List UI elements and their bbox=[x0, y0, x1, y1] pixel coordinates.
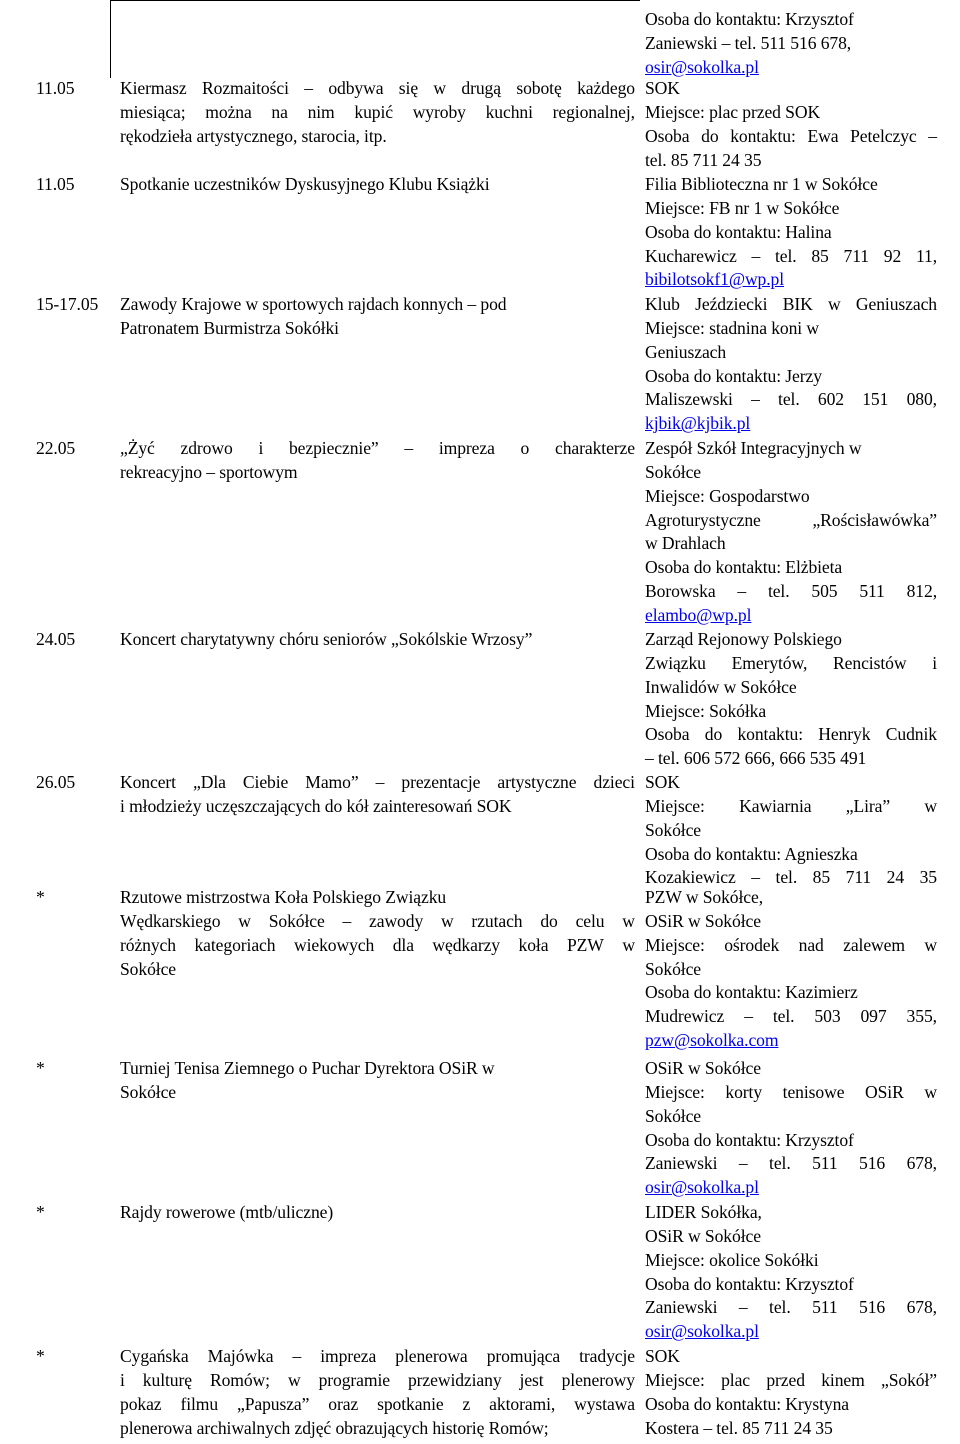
word: dzieci bbox=[593, 772, 635, 792]
contact-line: Miejsce: okolice Sokółki bbox=[645, 1249, 819, 1270]
word: „Rościsławówka” bbox=[812, 509, 937, 530]
row-date: 11.05 bbox=[36, 78, 75, 98]
contact-line: Zespół Szkół Integracyjnych w bbox=[645, 438, 862, 458]
word: Romów; bbox=[209, 1369, 270, 1390]
word: 711 bbox=[845, 867, 872, 888]
contact-line bbox=[645, 245, 937, 267]
event-description-line bbox=[120, 771, 635, 793]
word: Rencistów bbox=[833, 652, 907, 673]
word: 355, bbox=[906, 1006, 937, 1027]
word: w bbox=[238, 910, 251, 931]
word: tel. bbox=[769, 1297, 791, 1318]
word: zalewem bbox=[843, 934, 905, 955]
word: Majówka bbox=[207, 1346, 274, 1366]
word: korty bbox=[725, 1081, 763, 1102]
contact-line bbox=[645, 509, 937, 531]
word: w bbox=[924, 795, 937, 816]
event-description-line bbox=[120, 437, 635, 459]
contact-line: Sokółce bbox=[645, 819, 701, 840]
word: i bbox=[258, 438, 264, 458]
word: 24 bbox=[886, 867, 905, 888]
word: 602 bbox=[817, 389, 844, 410]
contact-line bbox=[645, 723, 937, 745]
word: każdego bbox=[577, 78, 635, 98]
contact-line: Osoba do kontaktu: Krystyna bbox=[645, 1393, 850, 1414]
word: kuchni bbox=[485, 101, 533, 122]
word: z bbox=[462, 1393, 471, 1414]
word: do bbox=[701, 125, 719, 146]
word: Osoba bbox=[645, 724, 690, 745]
word: spotkanie bbox=[377, 1393, 444, 1414]
contact-line bbox=[645, 1005, 937, 1027]
word: plenerowy bbox=[561, 1369, 635, 1390]
contact-line: Osoba do kontaktu: Kazimierz bbox=[645, 982, 858, 1003]
contact-line bbox=[645, 795, 937, 817]
word: sobotę bbox=[516, 78, 562, 98]
word: kulturę bbox=[142, 1369, 192, 1390]
contact-line bbox=[645, 1081, 937, 1103]
word: „Sokół” bbox=[881, 1369, 937, 1390]
contact-line: Osoba do kontaktu: Agnieszka bbox=[645, 843, 858, 864]
word: bezpiecznie” bbox=[288, 438, 379, 458]
contact-line bbox=[645, 293, 937, 315]
word: Osoba bbox=[645, 125, 690, 146]
contact-line: OSiR w Sokółce bbox=[645, 910, 761, 931]
contact-line: Miejsce: plac przed SOK bbox=[645, 101, 821, 122]
contact-line: Osoba do kontaktu: Krzysztof bbox=[645, 9, 854, 29]
contact-line: Sokółce bbox=[645, 958, 701, 979]
word: tel. bbox=[772, 1006, 795, 1027]
contact-email-link[interactable]: osir@sokolka.pl bbox=[645, 1321, 759, 1342]
row-date: * bbox=[36, 887, 45, 907]
word: Ciebie bbox=[242, 772, 289, 792]
word: Agroturystyczne bbox=[645, 509, 761, 530]
word: jest bbox=[519, 1369, 544, 1390]
word: BIK bbox=[782, 294, 813, 314]
word: 711 bbox=[843, 245, 869, 266]
word: w bbox=[433, 78, 447, 98]
word: wystawa bbox=[574, 1393, 635, 1414]
event-description-line bbox=[120, 77, 635, 99]
contact-line: Miejsce: stadnina koni w bbox=[645, 317, 819, 338]
word: – bbox=[738, 1297, 748, 1318]
word: Ewa bbox=[807, 125, 839, 146]
contact-line: Miejsce: Sokółka bbox=[645, 700, 767, 721]
word: Jeździecki bbox=[695, 294, 768, 314]
event-description-line: Spotkanie uczestników Dyskusyjnego Klubu Książki bbox=[120, 174, 490, 194]
word: Mudrewicz bbox=[645, 1006, 725, 1027]
word: – bbox=[737, 581, 747, 602]
event-description-line bbox=[120, 1345, 635, 1367]
word: Borowska bbox=[645, 581, 716, 602]
word: Kucharewicz bbox=[645, 245, 737, 266]
word: Miejsce: bbox=[645, 795, 705, 816]
word: Cudnik bbox=[885, 724, 937, 745]
contact-line: Zarząd Rejonowy Polskiego bbox=[645, 629, 842, 649]
word: Rozmaitości bbox=[202, 78, 289, 98]
row-date: * bbox=[36, 1058, 45, 1078]
word: nad bbox=[798, 934, 824, 955]
event-description-line: Rzutowe mistrzostwa Koła Polskiego Związku bbox=[120, 887, 447, 907]
word: dla bbox=[392, 934, 414, 955]
word: 511 bbox=[859, 581, 885, 602]
contact-line bbox=[645, 1296, 937, 1318]
word: filmu bbox=[180, 1393, 219, 1414]
word: Sokółce bbox=[268, 910, 325, 931]
contact-line bbox=[645, 125, 937, 147]
word: tel. bbox=[778, 389, 800, 410]
word: drugą bbox=[461, 78, 501, 98]
word: o bbox=[520, 438, 530, 458]
word: programie bbox=[318, 1369, 390, 1390]
word: Związku bbox=[645, 652, 706, 673]
contact-email-link[interactable]: elambo@wp.pl bbox=[645, 604, 752, 625]
word: 080, bbox=[906, 389, 937, 410]
word: Kiermasz bbox=[120, 78, 187, 98]
contact-line: Osoba do kontaktu: Krzysztof bbox=[645, 1273, 854, 1294]
event-description-line: Zawody Krajowe w sportowych rajdach konnych – pod bbox=[120, 294, 507, 314]
column-divider bbox=[110, 0, 111, 78]
word: Henryk bbox=[818, 724, 871, 745]
word: Kozakiewicz bbox=[645, 867, 736, 888]
row-date: * bbox=[36, 1346, 45, 1366]
word: plac bbox=[721, 1369, 751, 1390]
word: 85 bbox=[812, 867, 831, 888]
word: na bbox=[271, 101, 288, 122]
word: regionalnej, bbox=[552, 101, 635, 122]
contact-line: w Drahlach bbox=[645, 533, 726, 554]
word: 812, bbox=[906, 581, 937, 602]
word: i bbox=[932, 652, 937, 673]
word: – bbox=[751, 867, 760, 888]
word: w bbox=[287, 1369, 301, 1390]
word: kategoriach bbox=[194, 934, 276, 955]
word: odbywa bbox=[328, 78, 384, 98]
word: tel. bbox=[775, 867, 798, 888]
table-top-border bbox=[110, 0, 640, 1]
word: – bbox=[928, 125, 937, 146]
contact-email-link[interactable]: pzw@sokolka.com bbox=[645, 1030, 779, 1051]
contact-line bbox=[645, 934, 937, 956]
word: 92 bbox=[883, 245, 902, 266]
word: w bbox=[440, 910, 454, 931]
word: się bbox=[398, 78, 419, 98]
row-date: 26.05 bbox=[36, 772, 76, 792]
contact-line: Osoba do kontaktu: Jerzy bbox=[645, 365, 822, 386]
word: Petelczyc bbox=[850, 125, 917, 146]
word: kontaktu: bbox=[730, 125, 796, 146]
word: można bbox=[205, 101, 252, 122]
contact-line: OSiR w Sokółce bbox=[645, 1058, 761, 1078]
contact-email-link[interactable]: osir@sokolka.pl bbox=[645, 56, 759, 77]
word: w bbox=[924, 1081, 937, 1102]
word: celu bbox=[575, 910, 605, 931]
word: „Dla bbox=[193, 772, 226, 792]
word: „Papusza” bbox=[236, 1393, 310, 1414]
word: ośrodek bbox=[724, 934, 780, 955]
word: wyroby bbox=[412, 101, 466, 122]
word: prezentacje bbox=[401, 772, 481, 792]
word: w bbox=[622, 934, 635, 955]
event-description-line: Koncert charytatywny chóru seniorów „Sokólskie Wrzosy” bbox=[120, 629, 533, 649]
word: „Żyć bbox=[120, 438, 155, 458]
contact-line: tel. 85 711 24 35 bbox=[645, 149, 762, 170]
word: do bbox=[704, 724, 723, 745]
contact-line: Miejsce: FB nr 1 w Sokółce bbox=[645, 197, 840, 218]
word: Cygańska bbox=[120, 1346, 189, 1366]
word: różnych bbox=[120, 934, 176, 955]
word: 678, bbox=[906, 1297, 937, 1318]
word: w bbox=[828, 294, 841, 314]
word: do bbox=[540, 910, 558, 931]
contact-line: Inwalidów w Sokółce bbox=[645, 676, 797, 697]
word: pokaz bbox=[120, 1393, 162, 1414]
word: zawody bbox=[369, 910, 424, 931]
contact-line: Sokółce bbox=[645, 461, 701, 482]
word: wędkarzy bbox=[432, 934, 501, 955]
word: – bbox=[744, 1006, 753, 1027]
contact-line bbox=[645, 652, 937, 674]
contact-line bbox=[645, 1152, 937, 1174]
word: przewidziany bbox=[407, 1369, 502, 1390]
word: 11, bbox=[915, 245, 937, 266]
word: tradycje bbox=[579, 1346, 635, 1366]
word: Maliszewski bbox=[645, 389, 733, 410]
word: koła bbox=[518, 934, 549, 955]
contact-email-link[interactable]: osir@sokolka.pl bbox=[645, 1177, 759, 1198]
contact-line: Sokółce bbox=[645, 1105, 701, 1126]
event-description-line: Sokółce bbox=[120, 1081, 176, 1102]
word: – bbox=[738, 1153, 748, 1174]
event-description-line: plenerowa archiwalnych zdjęć obrazujących historię Romów; bbox=[120, 1417, 549, 1438]
contact-line: SOK bbox=[645, 772, 680, 792]
word: 511 bbox=[812, 1153, 838, 1174]
word: – bbox=[751, 245, 761, 266]
event-description-line bbox=[120, 101, 635, 123]
event-description-line: Patronatem Burmistrza Sokółki bbox=[120, 317, 339, 338]
contact-line: LIDER Sokółka, bbox=[645, 1202, 762, 1222]
word: przed bbox=[766, 1369, 805, 1390]
row-date: 24.05 bbox=[36, 629, 76, 649]
word: tenisowe bbox=[782, 1081, 845, 1102]
word: Zaniewski bbox=[645, 1153, 718, 1174]
word: 516 bbox=[859, 1153, 886, 1174]
word: plenerowa bbox=[395, 1346, 468, 1366]
contact-email-link[interactable]: bibilotsokf1@wp.pl bbox=[645, 269, 785, 290]
word: rzutach bbox=[471, 910, 523, 931]
word: oraz bbox=[328, 1393, 359, 1414]
word: – bbox=[404, 438, 414, 458]
word: Miejsce: bbox=[645, 1369, 705, 1390]
word: tel. bbox=[769, 1153, 791, 1174]
word: promująca bbox=[486, 1346, 561, 1366]
contact-line: Osoba do kontaktu: Krzysztof bbox=[645, 1129, 854, 1150]
contact-line bbox=[645, 388, 937, 410]
word: Koncert bbox=[120, 772, 176, 792]
row-date: 22.05 bbox=[36, 438, 76, 458]
contact-line: Osoba do kontaktu: Elżbieta bbox=[645, 557, 843, 578]
word: – bbox=[342, 910, 352, 931]
word: Wędkarskiego bbox=[120, 910, 221, 931]
word: impreza bbox=[320, 1346, 377, 1366]
word: kontaktu: bbox=[737, 724, 803, 745]
word: 511 bbox=[812, 1297, 838, 1318]
word: 505 bbox=[811, 581, 838, 602]
word: w bbox=[622, 910, 635, 931]
word: impreza bbox=[438, 438, 495, 458]
word: 151 bbox=[862, 389, 889, 410]
word: OSiR bbox=[865, 1081, 904, 1102]
contact-line bbox=[645, 580, 937, 602]
contact-line bbox=[645, 1369, 937, 1391]
contact-line: Kostera – tel. 85 711 24 35 bbox=[645, 1417, 833, 1438]
word: wiekowych bbox=[293, 934, 375, 955]
row-date: 11.05 bbox=[36, 174, 75, 194]
event-description-line: rekreacyjno – sportowym bbox=[120, 461, 298, 482]
word: PZW bbox=[566, 934, 604, 955]
word: aktorami, bbox=[489, 1393, 556, 1414]
word: i bbox=[120, 1369, 125, 1390]
word: Miejsce: bbox=[645, 1081, 705, 1102]
word: 85 bbox=[811, 245, 829, 266]
word: – bbox=[375, 772, 385, 792]
word: kinem bbox=[821, 1369, 865, 1390]
word: w bbox=[924, 934, 937, 955]
contact-line: SOK bbox=[645, 1346, 680, 1366]
word: Zaniewski bbox=[645, 1297, 718, 1318]
word: nim bbox=[307, 101, 335, 122]
word: Miejsce: bbox=[645, 934, 705, 955]
word: miesiąca; bbox=[120, 101, 186, 122]
contact-email-link[interactable]: kjbik@kjbik.pl bbox=[645, 413, 751, 434]
word: 516 bbox=[859, 1297, 886, 1318]
word: tel. bbox=[767, 581, 790, 602]
contact-line: SOK bbox=[645, 78, 680, 98]
event-description-line bbox=[120, 1393, 635, 1415]
word: „Lira” bbox=[845, 795, 891, 816]
word: – bbox=[292, 1346, 302, 1366]
row-date: 15-17.05 bbox=[36, 294, 99, 314]
event-description-line bbox=[120, 910, 635, 932]
contact-line: Geniuszach bbox=[645, 341, 727, 362]
word: artystyczne bbox=[497, 772, 577, 792]
contact-line: Miejsce: Gospodarstwo bbox=[645, 485, 810, 506]
event-description-line: Turniej Tenisa Ziemnego o Puchar Dyrektora OSiR w bbox=[120, 1058, 495, 1078]
word: 097 bbox=[860, 1006, 887, 1027]
word: charakterze bbox=[555, 438, 635, 458]
word: – bbox=[751, 389, 760, 410]
contact-line: PZW w Sokółce, bbox=[645, 887, 764, 907]
word: 35 bbox=[919, 867, 937, 888]
contact-line: Osoba do kontaktu: Halina bbox=[645, 221, 832, 242]
word: Emerytów, bbox=[731, 652, 808, 673]
word: 678, bbox=[906, 1153, 937, 1174]
contact-line: – tel. 606 572 666, 666 535 491 bbox=[645, 748, 867, 769]
event-description-line bbox=[120, 1369, 635, 1391]
word: tel. bbox=[774, 245, 797, 266]
word: Mamo” bbox=[305, 772, 359, 792]
word: Kawiarnia bbox=[739, 795, 812, 816]
word: 503 bbox=[814, 1006, 841, 1027]
event-description-line: Rajdy rowerowe (mtb/uliczne) bbox=[120, 1202, 334, 1222]
word: zdrowo bbox=[180, 438, 233, 458]
word: Klub bbox=[645, 294, 680, 314]
contact-line: OSiR w Sokółce bbox=[645, 1225, 761, 1246]
row-date: * bbox=[36, 1202, 45, 1222]
contact-line: Zaniewski – tel. 511 516 678, bbox=[645, 32, 852, 53]
word: kupić bbox=[354, 101, 393, 122]
event-description-line: i młodzieży uczęszczających do kół zainteresowań SOK bbox=[120, 795, 512, 816]
contact-line: Filia Biblioteczna nr 1 w Sokółce bbox=[645, 174, 878, 194]
event-description-line: Sokółce bbox=[120, 958, 176, 979]
event-description-line bbox=[120, 934, 635, 956]
word: – bbox=[304, 78, 313, 98]
word: Geniuszach bbox=[855, 294, 937, 314]
event-description-line: rękodzieła artystycznego, starocia, itp. bbox=[120, 125, 387, 146]
